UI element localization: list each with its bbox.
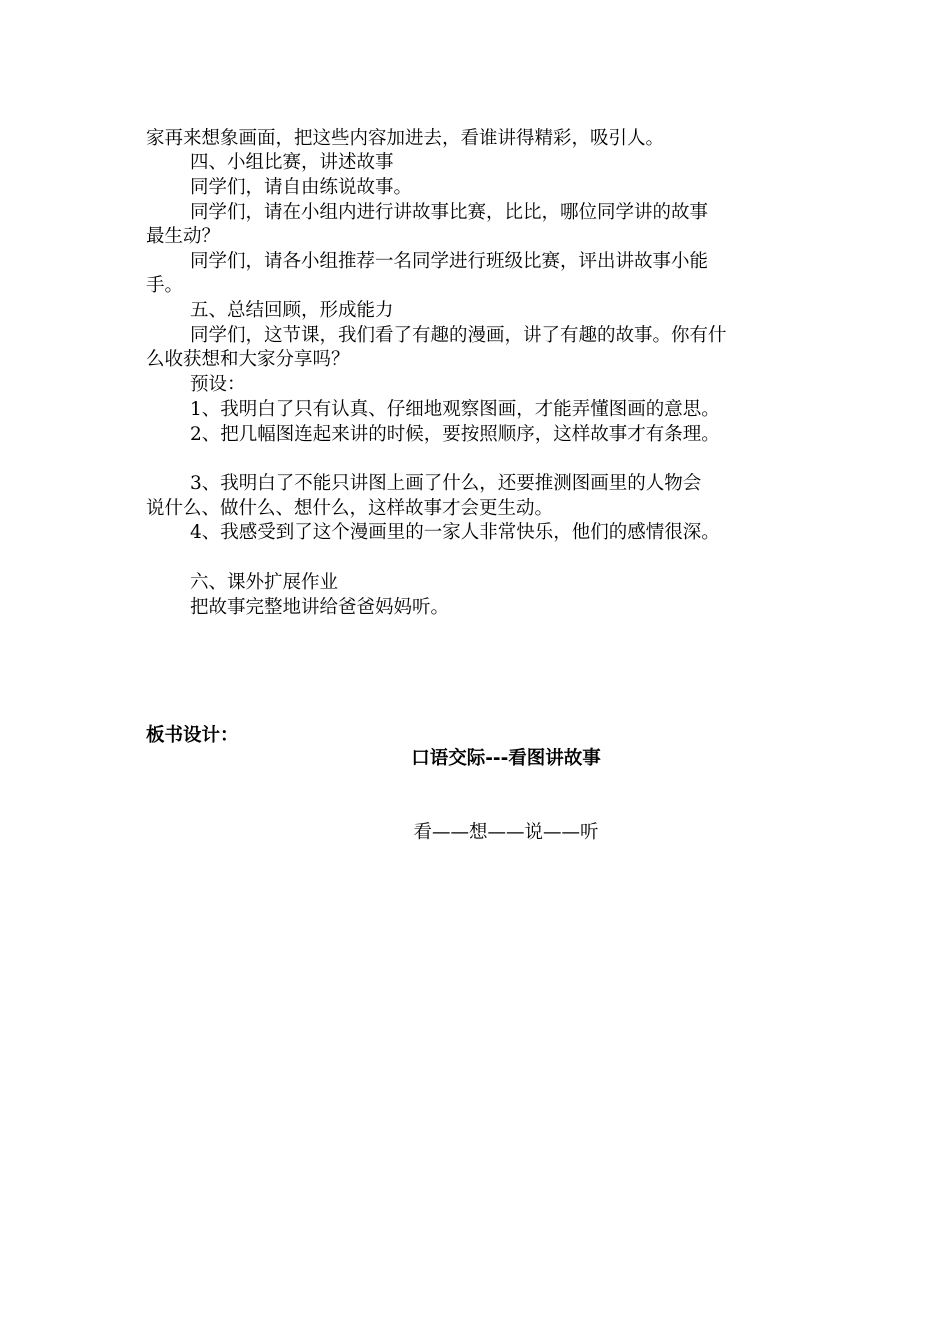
paragraph-line: 把故事完整地讲给爸爸妈妈听。: [190, 597, 450, 618]
list-item: 1、我明白了只有认真、仔细地观察图画，才能弄懂图画的意思。: [190, 399, 720, 420]
board-design-label: 板书设计：: [146, 725, 239, 746]
paragraph-line: 同学们，请在小组内进行讲故事比赛，比比，哪位同学讲的故事: [190, 202, 709, 223]
paragraph-line: 说什么、做什么、想什么，这样故事才会更生动。: [146, 498, 554, 519]
paragraph-line: 同学们，这节课，我们看了有趣的漫画，讲了有趣的故事。你有什: [190, 325, 727, 346]
list-item: 4、我感受到了这个漫画里的一家人非常快乐，他们的感情很深。: [190, 522, 720, 543]
paragraph-line: 预设：: [190, 374, 246, 395]
paragraph-line: 么收获想和大家分享吗？: [146, 349, 350, 370]
paragraph-line: 家再来想象画面，把这些内容加进去，看谁讲得精彩，吸引人。: [146, 128, 665, 149]
board-design-flow: 看——想——说——听: [413, 822, 599, 843]
section-heading-6: 六、课外扩展作业: [190, 572, 339, 593]
paragraph-line: 最生动？: [146, 226, 221, 247]
paragraph-line: 同学们，请各小组推荐一名同学进行班级比赛，评出讲故事小能: [190, 251, 709, 272]
board-design-title: 口语交际---看图讲故事: [411, 748, 601, 769]
paragraph-line: 同学们，请自由练说故事。: [190, 177, 413, 198]
section-heading-4: 四、小组比赛，讲述故事: [190, 152, 394, 173]
list-item: 3、我明白了不能只讲图上画了什么，还要推测图画里的人物会: [190, 473, 702, 494]
list-item: 2、把几幅图连起来讲的时候，要按照顺序，这样故事才有条理。: [190, 424, 720, 445]
paragraph-line: 手。: [146, 275, 184, 296]
section-heading-5: 五、总结回顾，形成能力: [190, 300, 394, 321]
